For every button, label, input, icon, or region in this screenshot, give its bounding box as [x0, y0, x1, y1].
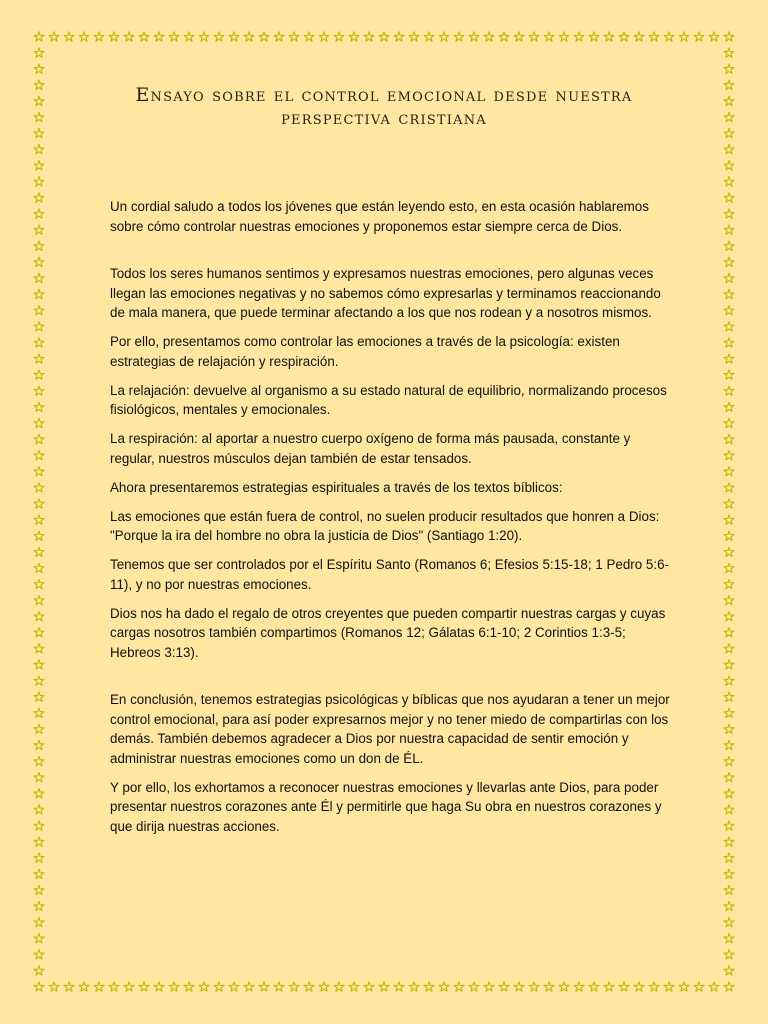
star-outline-icon — [724, 515, 734, 524]
star-outline-icon — [724, 837, 734, 846]
star-outline-icon — [34, 692, 44, 701]
star-outline-icon — [34, 724, 44, 733]
star-outline-icon — [34, 563, 44, 572]
star-outline-icon — [484, 982, 494, 991]
star-outline-icon — [244, 982, 254, 991]
star-outline-icon — [34, 515, 44, 524]
star-outline-icon — [229, 982, 239, 991]
star-outline-icon — [454, 32, 464, 41]
star-outline-icon — [34, 112, 44, 121]
star-outline-icon — [34, 853, 44, 862]
paragraph-believers: Dios nos ha dado el regalo de otros creyentes que pueden compartir nuestras cargas y cuyas cargas nosotros también compartimos (Romanos 12; Gálatas 6:1-10; 2 Corintios 1:3-5; Hebreos 3:13). — [110, 605, 666, 660]
star-outline-icon — [724, 644, 734, 653]
star-outline-icon — [34, 289, 44, 298]
star-outline-icon — [139, 982, 149, 991]
star-outline-icon — [244, 32, 254, 41]
star-outline-icon — [379, 32, 389, 41]
star-outline-icon — [724, 177, 734, 186]
star-outline-icon — [724, 370, 734, 379]
star-outline-icon — [724, 676, 734, 685]
star-outline-icon — [34, 821, 44, 830]
star-outline-icon — [724, 322, 734, 331]
star-outline-icon — [34, 966, 44, 975]
star-outline-icon — [724, 193, 734, 202]
star-outline-icon — [289, 32, 299, 41]
star-outline-icon — [724, 483, 734, 492]
star-outline-icon — [124, 32, 134, 41]
star-outline-icon — [724, 386, 734, 395]
star-outline-icon — [409, 32, 419, 41]
star-outline-icon — [724, 821, 734, 830]
star-outline-icon — [124, 982, 134, 991]
star-outline-icon — [379, 982, 389, 991]
paragraph-spiritual-intro: Ahora presentaremos estrategias espirituales a través de los textos bíblicos: — [110, 479, 563, 495]
star-outline-icon — [214, 982, 224, 991]
star-outline-icon — [274, 32, 284, 41]
star-outline-icon — [469, 982, 479, 991]
star-outline-icon — [439, 32, 449, 41]
star-outline-icon — [724, 740, 734, 749]
star-outline-icon — [724, 611, 734, 620]
star-outline-icon — [589, 32, 599, 41]
star-outline-icon — [724, 467, 734, 476]
star-outline-icon — [34, 338, 44, 347]
star-outline-icon — [529, 32, 539, 41]
star-outline-icon — [724, 579, 734, 588]
star-outline-icon — [34, 80, 44, 89]
star-outline-icon — [34, 354, 44, 363]
star-outline-icon — [34, 370, 44, 379]
star-outline-icon — [94, 32, 104, 41]
star-outline-icon — [544, 32, 554, 41]
star-outline-icon — [724, 933, 734, 942]
star-outline-icon — [724, 273, 734, 282]
star-outline-icon — [34, 161, 44, 170]
star-outline-icon — [34, 837, 44, 846]
star-outline-icon — [334, 982, 344, 991]
star-outline-icon — [34, 982, 44, 991]
star-outline-icon — [619, 982, 629, 991]
star-outline-icon — [574, 982, 584, 991]
star-outline-icon — [34, 64, 44, 73]
paragraph-holy-spirit: Tenemos que ser controlados por el Espíritu Santo (Romanos 6; Efesios 5:15-18; 1 Pedro 5:6-11), y no por nuestras emociones. — [110, 557, 669, 592]
star-outline-icon — [34, 901, 44, 910]
star-outline-icon — [304, 32, 314, 41]
star-outline-icon — [724, 354, 734, 363]
star-outline-icon — [34, 418, 44, 427]
star-outline-icon — [34, 628, 44, 637]
star-outline-icon — [49, 982, 59, 991]
paragraph-exhortation: Y por ello, los exhortamos a reconocer nuestras emociones y llevarlas ante Dios, para poder presentar nuestros corazones ante Él y permitirle que haga Su obra en nuestros corazones y que dirija nuestras acciones. — [110, 779, 662, 834]
paragraph-intro: Todos los seres humanos sentimos y expresamos nuestras emociones, pero algunas veces llegan las emociones negativas y no sabemos cómo expresarlas y terminamos reaccionando de mala manera, que puede terminar afectando a los que nos rodean y a nosotros mismos. — [110, 266, 661, 320]
paragraph-relaxation: La relajación: devuelve al organismo a su estado natural de equilibrio, normalizando procesos fisiológicos, mentales y emocionales. — [110, 382, 667, 417]
star-outline-icon — [34, 869, 44, 878]
star-outline-icon — [724, 112, 734, 121]
star-outline-icon — [724, 64, 734, 73]
star-outline-icon — [34, 917, 44, 926]
star-outline-icon — [154, 32, 164, 41]
star-outline-icon — [214, 32, 224, 41]
star-outline-icon — [394, 32, 404, 41]
star-outline-icon — [34, 789, 44, 798]
star-outline-icon — [724, 418, 734, 427]
star-outline-icon — [424, 32, 434, 41]
star-outline-icon — [49, 32, 59, 41]
star-outline-icon — [109, 32, 119, 41]
star-outline-icon — [34, 756, 44, 765]
star-outline-icon — [544, 982, 554, 991]
star-outline-icon — [724, 32, 734, 41]
star-outline-icon — [34, 209, 44, 218]
star-outline-icon — [364, 32, 374, 41]
star-outline-icon — [664, 982, 674, 991]
star-outline-icon — [34, 322, 44, 331]
star-outline-icon — [364, 982, 374, 991]
paragraph-breathing: La respiración: al aportar a nuestro cuerpo oxígeno de forma más pausada, constante y regular, nuestros músculos dejan también de estar tensados. — [110, 431, 631, 466]
star-outline-icon — [724, 692, 734, 701]
star-outline-icon — [709, 32, 719, 41]
star-outline-icon — [619, 32, 629, 41]
star-outline-icon — [529, 982, 539, 991]
star-outline-icon — [724, 450, 734, 459]
star-outline-icon — [259, 32, 269, 41]
paragraph-james: Las emociones que están fuera de control, no suelen producir resultados que honren a Dios: "Porque la ira del hombre no obra la justicia de Dios" (Santiago 1:20). — [110, 508, 660, 543]
star-outline-icon — [724, 306, 734, 315]
star-outline-icon — [664, 32, 674, 41]
star-outline-icon — [34, 950, 44, 959]
star-outline-icon — [574, 32, 584, 41]
star-outline-icon — [514, 982, 524, 991]
star-outline-icon — [724, 547, 734, 556]
star-outline-icon — [34, 547, 44, 556]
star-outline-icon — [724, 80, 734, 89]
star-outline-icon — [709, 982, 719, 991]
star-outline-icon — [349, 32, 359, 41]
star-outline-icon — [724, 563, 734, 572]
star-outline-icon — [34, 708, 44, 717]
star-outline-icon — [274, 982, 284, 991]
star-outline-icon — [34, 483, 44, 492]
star-outline-icon — [724, 869, 734, 878]
star-outline-icon — [154, 982, 164, 991]
document-body — [110, 197, 670, 846]
star-outline-icon — [724, 789, 734, 798]
star-outline-icon — [34, 177, 44, 186]
star-outline-icon — [319, 982, 329, 991]
star-outline-icon — [424, 982, 434, 991]
paragraph-conclusion: En conclusión, tenemos estrategias psicológicas y bíblicas que nos ayudaran a tener un mejor control emocional, para así poder expresarnos mejor y no tener miedo de compartirlas con los demás. También debemos agradecer a Dios por nuestra capacidad de sentir emoción y administrar nuestras emociones como un don de ÉL. — [110, 692, 670, 766]
star-outline-icon — [724, 982, 734, 991]
star-outline-icon — [34, 885, 44, 894]
star-outline-icon — [34, 257, 44, 266]
star-outline-icon — [724, 950, 734, 959]
star-outline-icon — [469, 32, 479, 41]
star-outline-icon — [499, 982, 509, 991]
star-outline-icon — [304, 982, 314, 991]
star-outline-icon — [724, 209, 734, 218]
star-outline-icon — [724, 241, 734, 250]
star-outline-icon — [34, 660, 44, 669]
star-outline-icon — [34, 595, 44, 604]
star-outline-icon — [139, 32, 149, 41]
star-outline-icon — [34, 805, 44, 814]
star-outline-icon — [109, 982, 119, 991]
star-outline-icon — [499, 32, 509, 41]
star-outline-icon — [724, 531, 734, 540]
star-outline-icon — [724, 96, 734, 105]
star-outline-icon — [724, 660, 734, 669]
star-outline-icon — [34, 32, 44, 41]
star-outline-icon — [409, 982, 419, 991]
star-outline-icon — [649, 32, 659, 41]
star-outline-icon — [289, 982, 299, 991]
star-outline-icon — [34, 306, 44, 315]
paragraph-psychology: Por ello, presentamos como controlar las emociones a través de la psicología: existen estrategias de relajación y respiración. — [110, 334, 620, 369]
paragraph-greeting: Un cordial saludo a todos los jóvenes que están leyendo esto, en esta ocasión hablaremos sobre cómo controlar nuestras emociones y proponemos estar siempre cerca de Dios. — [110, 199, 649, 234]
star-outline-icon — [94, 982, 104, 991]
star-outline-icon — [184, 32, 194, 41]
star-outline-icon — [724, 756, 734, 765]
star-outline-icon — [34, 450, 44, 459]
star-outline-icon — [184, 982, 194, 991]
star-outline-icon — [34, 772, 44, 781]
star-outline-icon — [724, 708, 734, 717]
star-outline-icon — [34, 933, 44, 942]
star-outline-icon — [199, 982, 209, 991]
star-outline-icon — [724, 257, 734, 266]
star-outline-icon — [34, 402, 44, 411]
star-outline-icon — [724, 595, 734, 604]
star-outline-icon — [724, 128, 734, 137]
star-outline-icon — [34, 611, 44, 620]
star-outline-icon — [334, 32, 344, 41]
star-outline-icon — [319, 32, 329, 41]
star-outline-icon — [79, 32, 89, 41]
star-outline-icon — [514, 32, 524, 41]
star-outline-icon — [694, 32, 704, 41]
star-outline-icon — [34, 644, 44, 653]
star-outline-icon — [604, 32, 614, 41]
star-outline-icon — [34, 225, 44, 234]
star-outline-icon — [559, 982, 569, 991]
star-outline-icon — [79, 982, 89, 991]
star-outline-icon — [34, 145, 44, 154]
star-outline-icon — [724, 853, 734, 862]
star-outline-icon — [349, 982, 359, 991]
star-outline-icon — [724, 628, 734, 637]
star-outline-icon — [34, 386, 44, 395]
star-outline-icon — [679, 982, 689, 991]
star-outline-icon — [604, 982, 614, 991]
star-outline-icon — [64, 982, 74, 991]
star-outline-icon — [724, 161, 734, 170]
star-outline-icon — [34, 740, 44, 749]
star-outline-icon — [229, 32, 239, 41]
star-outline-icon — [649, 982, 659, 991]
star-outline-icon — [679, 32, 689, 41]
star-outline-icon — [64, 32, 74, 41]
star-outline-icon — [169, 32, 179, 41]
star-outline-icon — [589, 982, 599, 991]
star-outline-icon — [199, 32, 209, 41]
star-outline-icon — [724, 289, 734, 298]
star-outline-icon — [34, 499, 44, 508]
star-outline-icon — [724, 966, 734, 975]
star-outline-icon — [724, 917, 734, 926]
star-outline-icon — [559, 32, 569, 41]
star-outline-icon — [724, 885, 734, 894]
star-outline-icon — [34, 273, 44, 282]
star-outline-icon — [34, 193, 44, 202]
star-outline-icon — [454, 982, 464, 991]
star-outline-icon — [724, 48, 734, 57]
star-outline-icon — [394, 982, 404, 991]
star-outline-icon — [634, 32, 644, 41]
star-outline-icon — [34, 434, 44, 443]
star-outline-icon — [724, 772, 734, 781]
star-outline-icon — [34, 676, 44, 685]
star-outline-icon — [34, 96, 44, 105]
star-outline-icon — [484, 32, 494, 41]
star-outline-icon — [724, 724, 734, 733]
star-outline-icon — [724, 434, 734, 443]
star-outline-icon — [724, 402, 734, 411]
star-outline-icon — [34, 241, 44, 250]
document-title: Ensayo sobre el control emocional desde nuestra perspectiva cristiana — [135, 84, 633, 129]
star-outline-icon — [724, 225, 734, 234]
star-outline-icon — [724, 145, 734, 154]
star-outline-icon — [169, 982, 179, 991]
star-outline-icon — [724, 805, 734, 814]
star-outline-icon — [724, 338, 734, 347]
star-outline-icon — [694, 982, 704, 991]
star-outline-icon — [724, 499, 734, 508]
star-outline-icon — [439, 982, 449, 991]
star-outline-icon — [724, 901, 734, 910]
star-outline-icon — [34, 48, 44, 57]
star-outline-icon — [634, 982, 644, 991]
star-outline-icon — [34, 128, 44, 137]
star-outline-icon — [34, 467, 44, 476]
star-outline-icon — [34, 579, 44, 588]
star-outline-icon — [259, 982, 269, 991]
star-outline-icon — [34, 531, 44, 540]
